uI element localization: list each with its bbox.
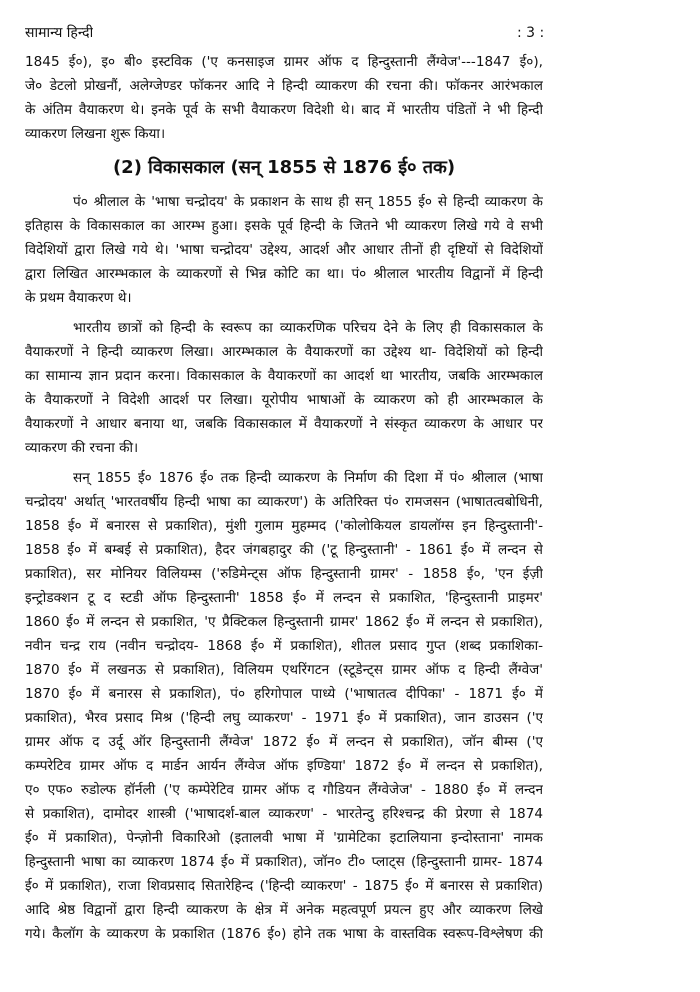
paragraph bbox=[25, 190, 543, 310]
text-line: ई० में प्रकाशित), राजा शिवप्रसाद सितारेहिन्द ('हिन्दी व्याकरण' - 1875 ई० में बनारस से प्रकाशित) bbox=[25, 878, 543, 894]
text-line: प्रकाशित), भैरव प्रसाद मिश्र ('हिन्दी लघु व्याकरण' - 1971 ई० में प्रकाशित), जान डाउसन ('ए bbox=[25, 710, 543, 726]
text-line: ग्रामर ऑफ द उर्दू ऑर हिन्दुस्तानी लैंग्वेज' 1872 ई० में लन्दन से प्रकाशित), जॉन बीम्स ('ए bbox=[25, 734, 543, 750]
text-line: वैयाकरणों ने आधार बनाया था, जबकि विकासकाल में वैयाकरणों ने संस्कृत व्याकरण के आधार पर bbox=[25, 416, 543, 432]
text-line: भारतीय छात्रों को हिन्दी के स्वरूप का व्याकरणिक परिचय देने के लिए ही विकासकाल के bbox=[73, 320, 543, 336]
text-line: 1870 ई० में बनारस से प्रकाशित), पं० हरिगोपाल पाध्ये ('भाषातत्व दीपिका' - 1871 ई० में bbox=[25, 686, 543, 702]
text-line: व्याकरण लिखना शुरू किया। bbox=[25, 126, 166, 142]
page-number: : 3 : bbox=[517, 25, 545, 41]
text-line: इतिहास के विकासकाल का आरम्भ हुआ। इसके पूर्व हिन्दी के जितने भी व्याकरण लिखे गये वे सभी bbox=[25, 218, 543, 234]
text-line: का सामान्य ज्ञान प्रदान करना। विकासकाल के वैयाकरणों का आदर्श था भारतीय, जबकि आरम्भकाल bbox=[25, 368, 543, 384]
text-line: 1870 ई० में लखनऊ से प्रकाशित), विलियम एथरिंगटन (स्टूडेन्ट्स ग्रामर ऑफ द हिन्दी लैंग्वेज' bbox=[25, 662, 543, 678]
text-line: चन्द्रोदय' अर्थात् 'भारतवर्षीय हिन्दी भाषा का व्याकरण') के अतिरिक्त पं० रामजसन (भाषातत्वबोधिनी, bbox=[25, 494, 543, 510]
section-heading: (2) विकासकाल (सन् 1855 से 1876 ई० तक) bbox=[112, 157, 456, 178]
text-line: विदेशियों द्वारा लिखे गये थे। 'भाषा चन्द्रोदय' उद्देश्य, आदर्श और आधार तीनों ही दृष्टियों से विदेशियों bbox=[25, 242, 543, 258]
text-line: सन् 1855 ई० 1876 ई० तक हिन्दी व्याकरण के निर्माण की दिशा में पं० श्रीलाल (भाषा bbox=[73, 470, 543, 486]
paragraph bbox=[25, 50, 543, 146]
text-line: 1858 ई० में बम्बई से प्रकाशित), हैदर जंगबहादुर की ('टू हिन्दुस्तानी' - 1861 ई० में लन्दन से bbox=[25, 542, 543, 558]
paragraph bbox=[25, 466, 543, 946]
text-line: प्रकाशित), सर मोनियर विलियम्स ('रुडिमेन्ट्स ऑफ हिन्दुस्तानी ग्रामर' - 1858 ई०, 'एन ईज़ी bbox=[25, 566, 543, 582]
text-line: आदि श्रेष्ठ विद्वानों द्वारा हिन्दी व्याकरण के क्षेत्र में अनेक महत्वपूर्ण प्रयत्न हुए और व्याकरण लिखे bbox=[25, 902, 543, 918]
text-line: नवीन चन्द्र राय (नवीन चन्द्रोदय- 1868 ई० में प्रकाशित), शीतल प्रसाद गुप्त (शब्द प्रकाशिका- bbox=[25, 638, 543, 654]
text-line: कम्परेटिव ग्रामर ऑफ द मार्डन आर्यन लैंग्वेज ऑफ इण्डिया' 1872 ई० में लन्दन से प्रकाशित), bbox=[25, 758, 543, 774]
text-line: के अंतिम वैयाकरण थे। इनके पूर्व के सभी वैयाकरण विदेशी थे। बाद में भारतीय पंडितों ने भी हिन्दी bbox=[25, 102, 543, 118]
text-line: वैयाकरणों ने हिन्दी व्याकरण लिखा। आरम्भकाल के वैयाकरणों का उद्देश्य था- विदेशियों को हिन्दी bbox=[25, 344, 543, 360]
text-line: 1858 ई० में बनारस से प्रकाशित), मुंशी गुलाम मुहम्मद ('कोलोकियल डायलॉग्स इन हिन्दुस्तानी'- bbox=[25, 518, 543, 534]
running-header-title: सामान्य हिन्दी bbox=[25, 25, 94, 41]
text-line: व्याकरण की रचना की। bbox=[25, 440, 139, 456]
text-line: के वैयाकरणों ने विदेशी आदर्श पर लिखा। यूरोपीय भाषाओं के व्याकरण को ही आरम्भकाल के bbox=[25, 392, 543, 408]
paragraph bbox=[25, 316, 543, 460]
text-line: इन्ट्रोडक्शन टू द स्टडी ऑफ हिन्दुस्तानी' 1858 ई० में लन्दन से प्रकाशित, 'हिन्दुस्तानी प्राइमर' bbox=[25, 590, 543, 606]
text-line: से प्रकाशित), दामोदर शास्त्री ('भाषादर्श-बाल व्याकरण' - भारतेन्दु हरिश्चन्द्र की प्रेरणा से 1874 bbox=[25, 806, 543, 822]
text-line: गये। कैलॉग के व्याकरण के प्रकाशित (1876 ई०) होने तक भाषा के वास्तविक स्वरूप-विश्लेषण की bbox=[25, 926, 543, 942]
text-line: जे० डेटलो प्रोखनौं, अलेग्जेण्डर फॉकनर आदि ने हिन्दी व्याकरण की रचना की। फॉकनर आरंभकाल bbox=[25, 78, 543, 94]
text-line: 1860 ई० में लन्दन से प्रकाशित, 'ए प्रैक्टिकल हिन्दुस्तानी ग्रामर' 1862 ई० में लन्दन से प्रकाशित), bbox=[25, 614, 543, 630]
text-line: ए० एफ० रुडोल्फ हॉर्नली ('ए कम्पेरेटिव ग्रामर ऑफ द गौडियन लैंग्वेजेज' - 1880 ई० में लन्दन bbox=[25, 782, 543, 798]
text-line: द्वारा लिखित आरम्भकाल के व्याकरणों से भिन्न कोटि का था। पं० श्रीलाल भारतीय विद्वानों में हिन्दी bbox=[25, 266, 543, 282]
text-line: हिन्दुस्तानी भाषा का व्याकरण 1874 ई० में प्रकाशित), जॉन० टी० प्लाट्स (हिन्दुस्तानी ग्रामर- 1874 bbox=[25, 854, 543, 870]
text-line: ई० में प्रकाशित), पेन्ज़ोनी विकारिओ (इतालवी भाषा में 'ग्रामेटिका इटालियाना इन्दोस्ताना' नामक bbox=[25, 830, 543, 846]
text-line: के प्रथम वैयाकरण थे। bbox=[25, 290, 132, 306]
text-line: 1845 ई०), इ० बी० इस्टविक ('ए कनसाइज ग्रामर ऑफ द हिन्दुस्तानी लैंग्वेज'---1847 ई०), bbox=[25, 54, 543, 70]
text-line: पं० श्रीलाल के 'भाषा चन्द्रोदय' के प्रकाशन के साथ ही सन् 1855 ई० से हिन्दी व्याकरण के bbox=[73, 194, 543, 210]
